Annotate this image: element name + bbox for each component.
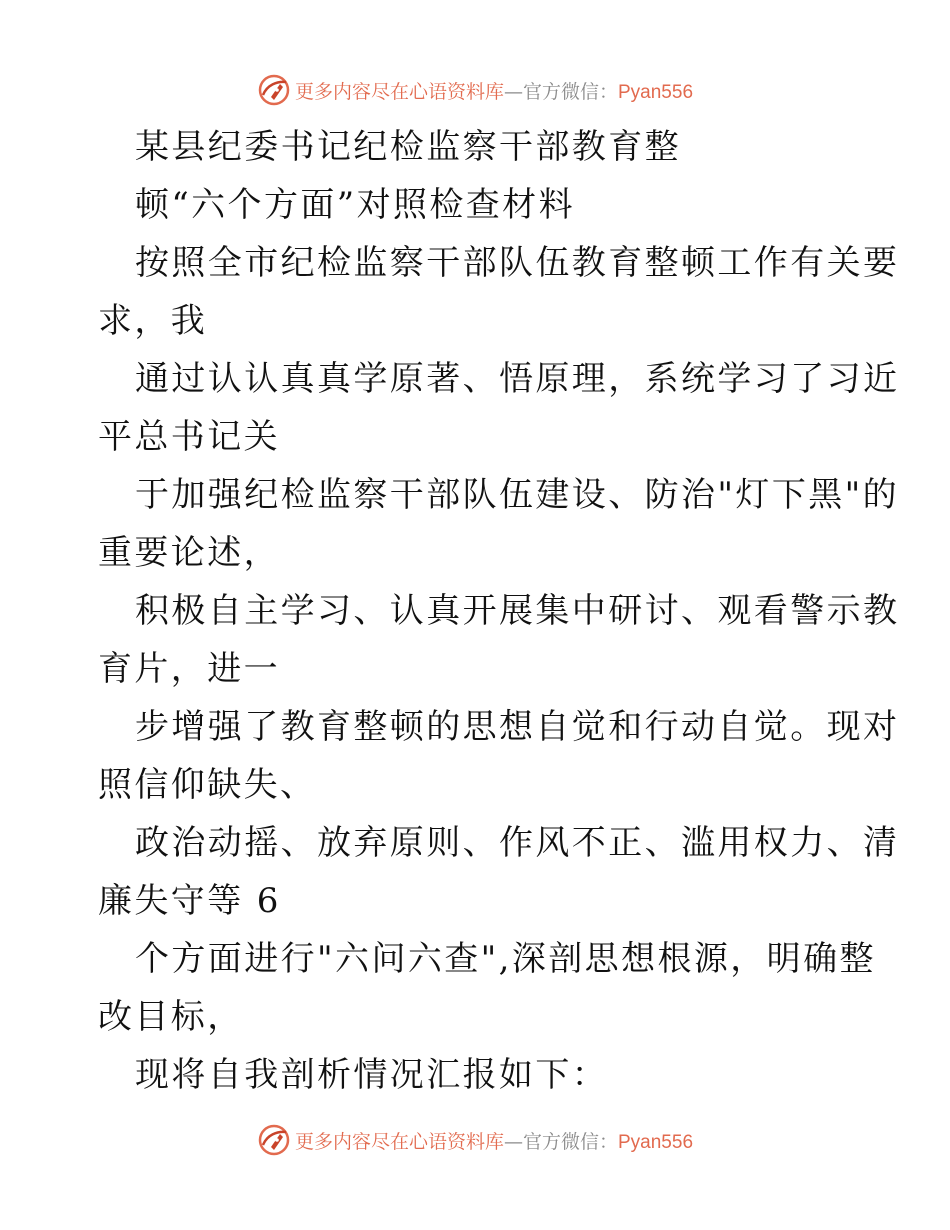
paragraph-line: 现将自我剖析情况汇报如下： — [135, 1055, 609, 1095]
watermark-separator: —官方微信： — [503, 1130, 618, 1153]
document-title-line-1: 某县纪委书记纪检监察干部教育整 — [135, 127, 681, 167]
paragraph-line: 步增强了教育整顿的思想自觉和行动自觉。现对 — [135, 707, 900, 747]
watermark-brand: 更多内容尽在心语资料库 — [294, 1130, 504, 1153]
paragraph-line: 积极自主学习、认真开展集中研讨、观看警示教 — [135, 591, 900, 631]
pen-nib-logo-icon — [257, 73, 291, 107]
watermark-text — [295, 77, 693, 104]
paragraph-line: 于加强纪检监察干部队伍建设、防治"灯下黑"的 — [135, 475, 900, 515]
footer-watermark — [0, 1120, 950, 1160]
watermark-separator: —官方微信： — [503, 80, 618, 103]
paragraph-line: 个方面进行"六问六查",深剖思想根源，明确整 — [135, 939, 876, 979]
paragraph-line: 重要论述， — [98, 533, 280, 573]
watermark-id: Pyan556 — [618, 81, 694, 103]
paragraph-line: 改目标， — [98, 997, 244, 1037]
paragraph-line: 平总书记关 — [98, 417, 280, 457]
watermark-id: Pyan556 — [618, 1131, 694, 1153]
pen-nib-logo-icon — [257, 1123, 291, 1157]
paragraph-line: 政治动摇、放弃原则、作风不正、滥用权力、清 — [135, 823, 900, 863]
paragraph-line: 照信仰缺失、 — [98, 765, 317, 805]
paragraph-line: 通过认认真真学原著、悟原理，系统学习了习近 — [135, 359, 900, 399]
paragraph-line: 求，我 — [98, 301, 208, 341]
watermark-text — [295, 1127, 693, 1154]
paragraph-line: 按照全市纪检监察干部队伍教育整顿工作有关要 — [135, 243, 900, 283]
header-watermark — [0, 70, 950, 110]
document-title-line-2: 顿“六个方面”对照检查材料 — [135, 185, 575, 225]
watermark-brand: 更多内容尽在心语资料库 — [294, 80, 504, 103]
paragraph-line: 育片，进一 — [98, 649, 280, 689]
paragraph-line: 廉失守等 6 — [98, 881, 281, 921]
